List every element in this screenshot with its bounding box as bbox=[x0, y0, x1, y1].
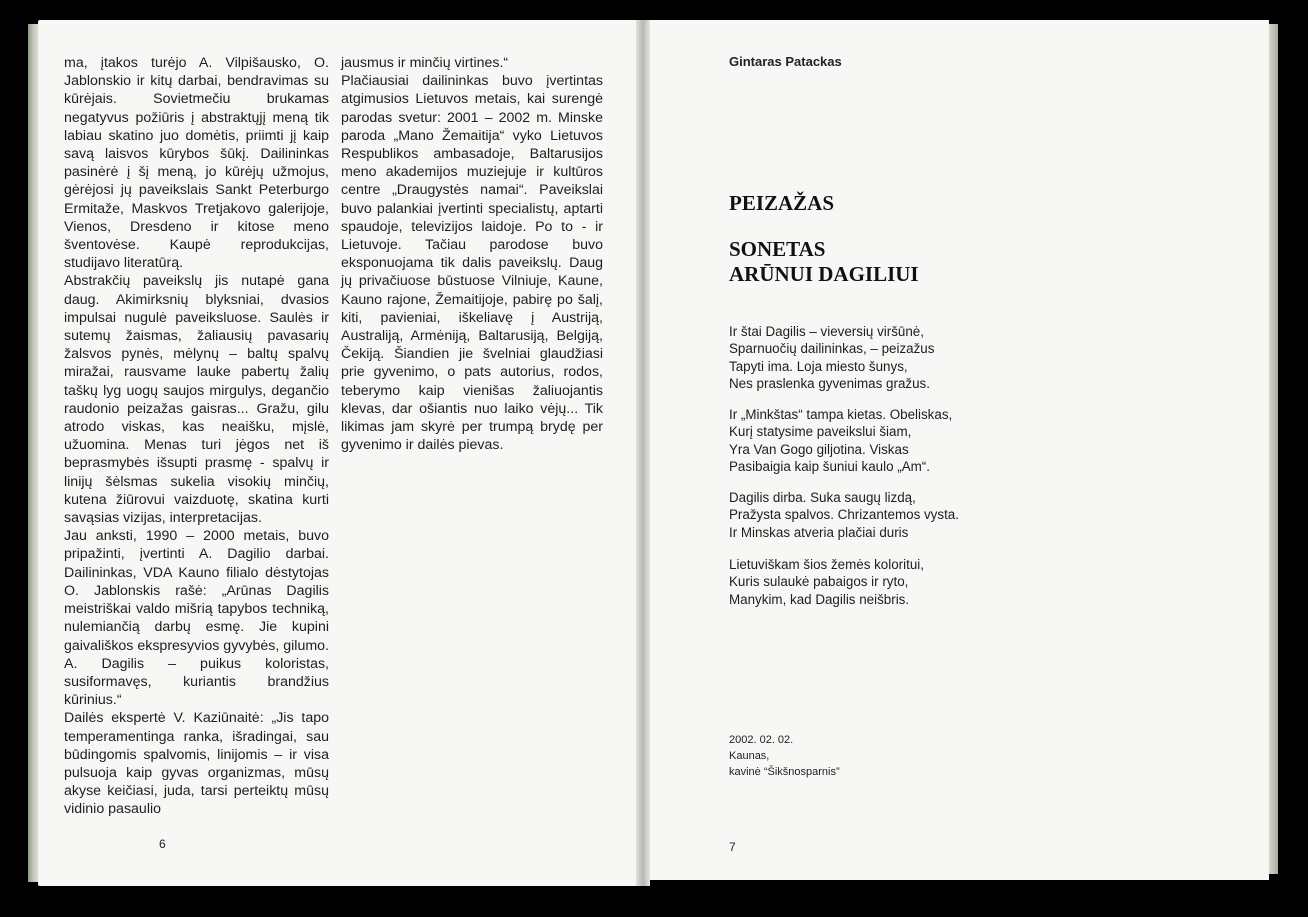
paragraph: Abstrakčių paveikslų jis nutapė gana daug. Akimirksnių blyksniai, dvasios impulsai nugulė paveiksluose. Saulės ir sutemų žaismas, žaliausių pavasarių žalsvos pynės, mėlynų – baltų spalvų miražai, rausvame lauke pabertų žalių taškų lyg uogų saujos mirgulys, degančio raudonio peizažas gaisras... Gražu, gilu atrodo viskas, kas neaišku, mįslė, užuomina. Menas turi jėgos net iš beprasmybės išsupti prasmę - spalvų ir linijų šėlsmas sukelia visokių minčių, kutena žiūrovui vaizduotę, skatina kurti savąsias vizijas, interpretacijas. bbox=[64, 273, 329, 527]
poem-stanza-2: Ir „Minkštas“ tampa kietas. Obeliskas, Kurį statysime paveikslui šiam, Yra Van Gogo giljotina. Viskas Pasibaigia kaip šuniui kaulo „Am“. bbox=[729, 407, 953, 475]
paragraph: Jau anksti, 1990 – 2000 metais, buvo pripažinti, įvertinti A. Dagilio darbai. Dailininkas, VDA Kauno filialo dėstytojas O. Jablonskis rašė: „Arūnas Dagilis meistriškai valdo mišrią tapybos techniką, nulemiančią darbų esmę. Jie kupini gaivališkos ekspresyvios gyvybės, gilumo. A. Dagilis – puikus koloristas, susiformavęs, kuriantis brandžius kūrinius.“ bbox=[64, 528, 329, 709]
left-page-column-2 bbox=[341, 54, 603, 454]
poem-stanza-1: Ir štai Dagilis – vieversių viršūnė, Sparnuočių dailininkas, – peizažus Tapyti ima. Loja miesto šunys, Nes praslenka gyvenimas gražus. bbox=[729, 324, 935, 392]
author-name: Gintaras Patackas bbox=[729, 54, 842, 69]
date-place: 2002. 02. 02. Kaunas, kavinė “Šikšnosparnis” bbox=[729, 734, 840, 778]
poem-subtitle: SONETAS ARŪNUI DAGILIUI bbox=[729, 237, 919, 286]
page-number-left: 6 bbox=[159, 837, 166, 851]
paragraph: ma, įtakos turėjo A. Vilpišausko, O. Jablonskio ir kitų darbai, bendravimas su kūrėjais. Sovietmečiu brukamas negatyvus požiūris į abstraktųjį meną tik labiau skatino juo domėtis, priimti jį kaip savą laisvos kūrybos šūkį. Dailininkas pasinėrė į šį meną, jo kūrėjų užmojus, gėrėjosi jų paveikslais Sankt Peterburgo Ermitaže, Maskvos Tretjakovo galerijoje, Vienos, Dresdeno ir kitose meno šventovėse. Kaupė reprodukcijas, studijavo literatūrą. bbox=[64, 55, 329, 272]
poem-title: PEIZAŽAS bbox=[729, 191, 835, 215]
book-gutter bbox=[636, 20, 650, 886]
paragraph: Dailės ekspertė V. Kaziūnaitė: „Jis tapo temperamentinga ranka, išradingai, sau būdingomis spalvomis, linijomis – ir visa pulsuoja kaip gyvas organizmas, mūsų akyse keičiasi, juda, tarsi perteiktų mūsų vidinio pasaulio bbox=[64, 710, 329, 818]
paragraph: jausmus ir minčių virtines.“ bbox=[341, 55, 509, 71]
page-number-right: 7 bbox=[729, 840, 736, 854]
poem-stanza-3: Dagilis dirba. Suka saugų lizdą, Pražysta spalvos. Chrizantemos vysta. Ir Minskas atveria plačiai duris bbox=[729, 490, 959, 540]
paragraph: Plačiausiai dailininkas buvo įvertintas atgimusios Lietuvos metais, kai surengė parodas svetur: 2001 – 2002 m. Minske paroda „Mano Žemaitija“ vyko Lietuvos Respublikos ambasadoje, Baltarusijos meno akademijos muziejuje ir kultūros centre „Draugystės namai“. Paveikslai buvo palankiai įvertinti specialistų, aptarti spaudoje, televizijos laidoje. Po to - ir Lietuvoje. Tačiau parodose buvo eksponuojama tik dalis paveikslų. Daug jų privačiuose būstuose Vilniuje, Kaune, Kauno rajone, Žemaitijoje, pabirę po šalį, kiti, pavieniai, iškeliavę į Austriją, Australiją, Armėniją, Baltarusiją, Belgiją, Čekiją. Šiandien jie švelniai glaudžiasi prie gyvenimo, o pats autorius, rodos, teberymo kaip vienišas žaliuojantis klevas, dar ošiantis nuo laiko vėjų... Tik likimas jam skyrė per trumpą brydę per gyvenimo ir dailės pievas. bbox=[341, 73, 603, 454]
poem-stanza-4: Lietuviškam šios žemės koloritui, Kuris sulaukė pabaigos ir ryto, Manykim, kad Dagilis neišbris. bbox=[729, 557, 924, 607]
book-edge-right bbox=[1268, 24, 1278, 874]
left-page-column-1 bbox=[64, 54, 329, 819]
